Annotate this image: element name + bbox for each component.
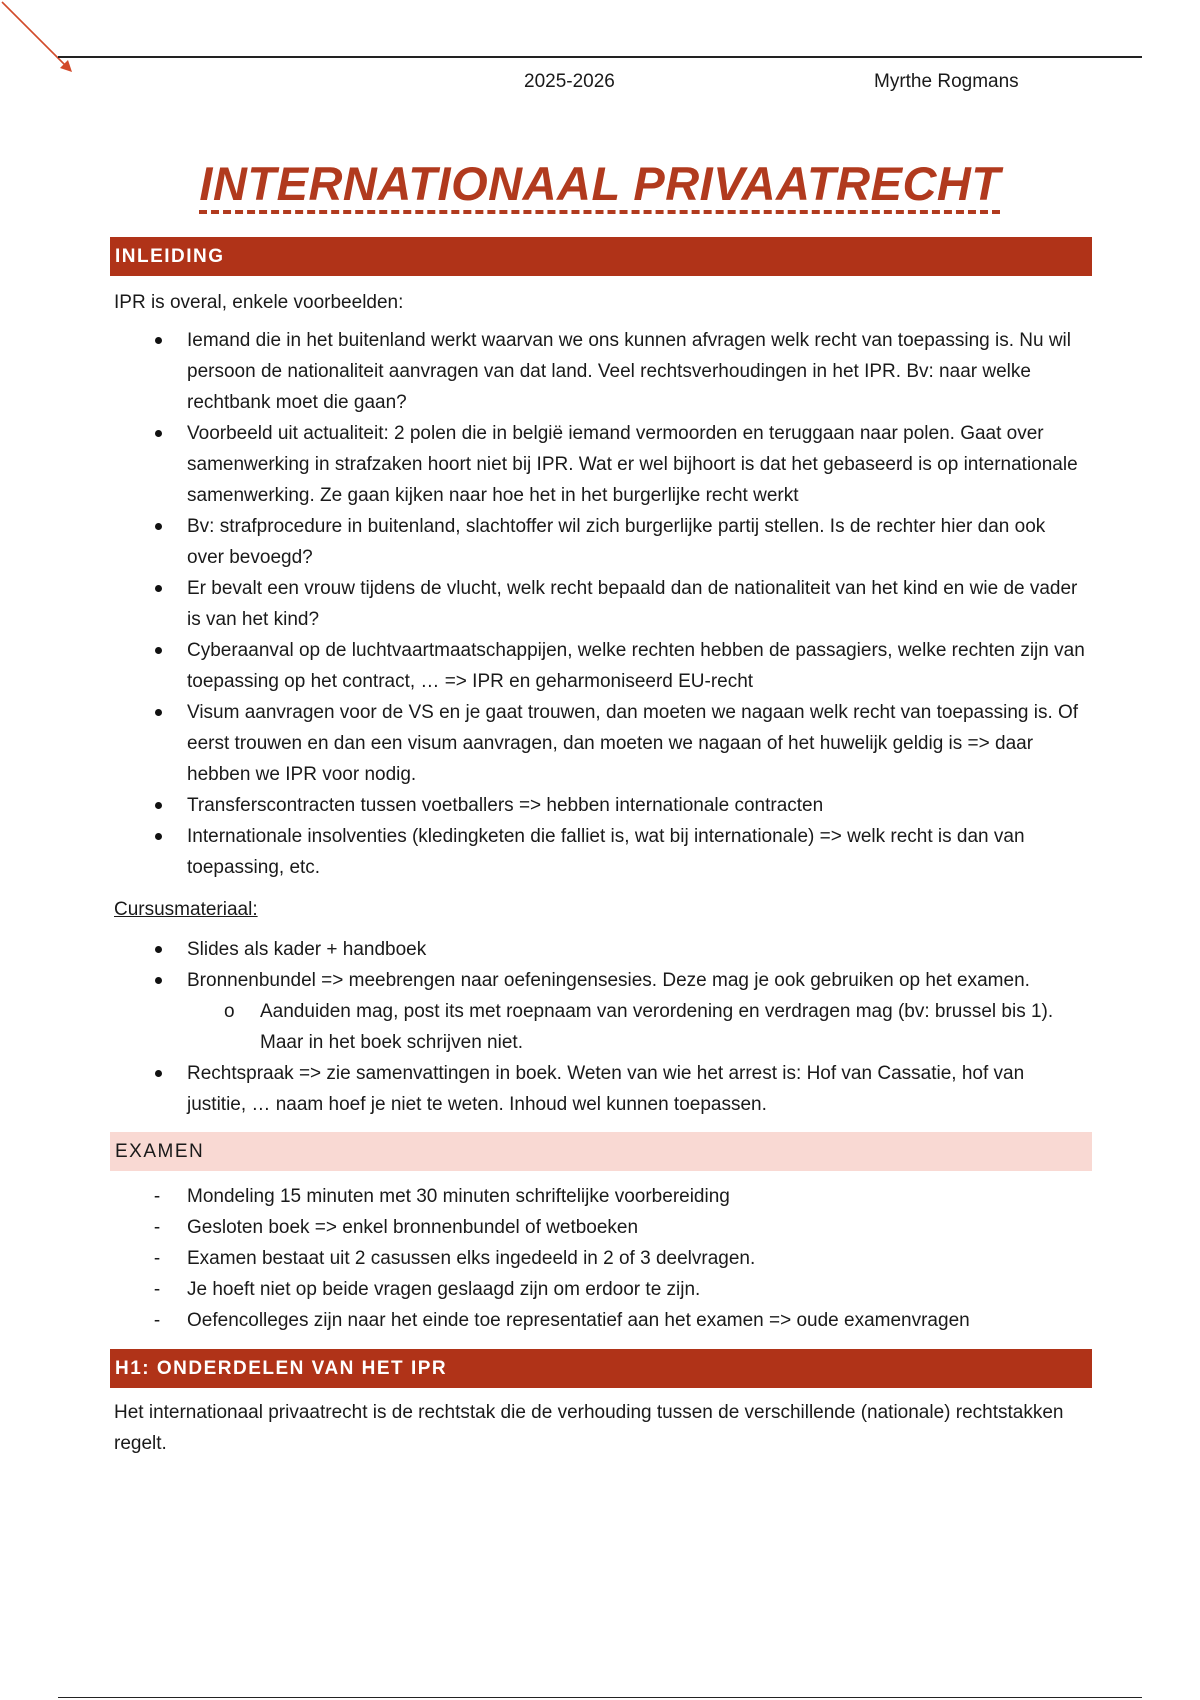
corner-arrow-icon (0, 0, 90, 90)
list-item: Transferscontracten tussen voetballers => hebben internationale contracten (187, 790, 1087, 821)
list-item: - Mondeling 15 minuten met 30 minuten schriftelijke voorbereiding (187, 1181, 1087, 1212)
list-item: Iemand die in het buitenland werkt waarvan we ons kunnen afvragen welk recht van toepassing is. Nu wil persoon de nationaliteit aanvragen van dat land. Veel rechtsverhoudingen in het IPR. Bv: naar welke rechtbank moet die gaan? (187, 325, 1087, 418)
examples-list (187, 325, 1087, 883)
list-item: - Je hoeft niet op beide vragen geslaagd zijn om erdoor te zijn. (187, 1274, 1087, 1305)
exam-list (153, 1181, 1087, 1336)
list-item: - Gesloten boek => enkel bronnenbundel of wetboeken (187, 1212, 1087, 1243)
section-heading-h1: H1: ONDERDELEN VAN HET IPR (110, 1349, 1092, 1388)
sub-bullet-marker: o (224, 1001, 235, 1022)
list-item: Cyberaanval op de luchtvaartmaatschappijen, welke rechten hebben de passagiers, welke rechten zijn van toepassing op het contract, … => IPR en geharmoniseerd EU-recht (187, 635, 1087, 697)
dash-marker: - (153, 1186, 161, 1207)
document-title: INTERNATIONAAL PRIVAATRECHT (199, 157, 1001, 210)
list-item: - Oefencolleges zijn naar het einde toe representatief aan het examen => oude examenvragen (187, 1305, 1087, 1336)
course-material-heading: Cursusmateriaal: (114, 899, 258, 920)
list-item: Internationale insolventies (kledingketen die falliet is, wat bij internationale) => welk recht is dan van toepassing, etc. (187, 821, 1087, 883)
bullet-icon (155, 430, 162, 437)
list-item: - Examen bestaat uit 2 casussen elks ingedeeld in 2 of 3 deelvragen. (187, 1243, 1087, 1274)
dash-marker: - (153, 1310, 161, 1331)
dash-marker: - (153, 1217, 161, 1238)
sub-list (224, 996, 1090, 1058)
list-item: Slides als kader + handboek (187, 934, 1087, 965)
bullet-icon (155, 585, 162, 592)
sub-list-item: o Aanduiden mag, post its met roepnaam van verordening en verdragen mag (bv: brussel bis 1). Maar in het boek schrijven niet. (260, 996, 1090, 1058)
bullet-icon (155, 523, 162, 530)
header-year: 2025-2026 (524, 71, 615, 92)
bullet-icon (155, 833, 162, 840)
bullet-icon (155, 1070, 162, 1077)
bullet-icon (155, 977, 162, 984)
section-heading-inleiding: INLEIDING (110, 237, 1092, 276)
list-item: Er bevalt een vrouw tijdens de vlucht, welk recht bepaald dan de nationaliteit van het kind en wie de vader is van het kind? (187, 573, 1087, 635)
h1-paragraph: Het internationaal privaatrecht is de rechtstak die de verhouding tussen de verschillende (nationale) rechtstakken regelt. (114, 1402, 1064, 1454)
intro-paragraph: IPR is overal, enkele voorbeelden: (114, 292, 404, 313)
header-rule (58, 56, 1142, 58)
bullet-icon (155, 647, 162, 654)
bullet-icon (155, 709, 162, 716)
list-item: Rechtspraak => zie samenvattingen in boek. Weten van wie het arrest is: Hof van Cassatie, hof van justitie, … naam hoef je niet te weten. Inhoud wel kunnen toepassen. (187, 1058, 1087, 1120)
bullet-icon (155, 337, 162, 344)
dash-marker: - (153, 1279, 161, 1300)
course-material-list (187, 934, 1087, 1120)
list-item: Bv: strafprocedure in buitenland, slachtoffer wil zich burgerlijke partij stellen. Is de rechter hier dan ook over bevoegd? (187, 511, 1087, 573)
dash-marker: - (153, 1248, 161, 1269)
bullet-icon (155, 946, 162, 953)
footer-rule (58, 1697, 1142, 1698)
bullet-icon (155, 802, 162, 809)
list-item: Visum aanvragen voor de VS en je gaat trouwen, dan moeten we nagaan welk recht van toepassing is. Of eerst trouwen en dan een visum aanvragen, dan moeten we nagaan of het huwelijk geldig is => daar hebben we IPR voor nodig. (187, 697, 1087, 790)
section-heading-examen: EXAMEN (110, 1132, 1092, 1171)
list-item: Bronnenbundel => meebrengen naar oefeningensesies. Deze mag je ook gebruiken op het examen. o Aanduiden mag, post its met roepnaam van verordening en verdragen mag (bv: brussel bis 1). Maar in het boek schrijven niet. (187, 965, 1087, 1058)
header-author: Myrthe Rogmans (874, 71, 1019, 92)
list-item: Voorbeeld uit actualiteit: 2 polen die in belgië iemand vermoorden en teruggaan naar polen. Gaat over samenwerking in strafzaken hoort niet bij IPR. Wat er wel bijhoort is dat het gebaseerd is op internationale samenwerking. Ze gaan kijken naar hoe het in het burgerlijke recht werkt (187, 418, 1087, 511)
